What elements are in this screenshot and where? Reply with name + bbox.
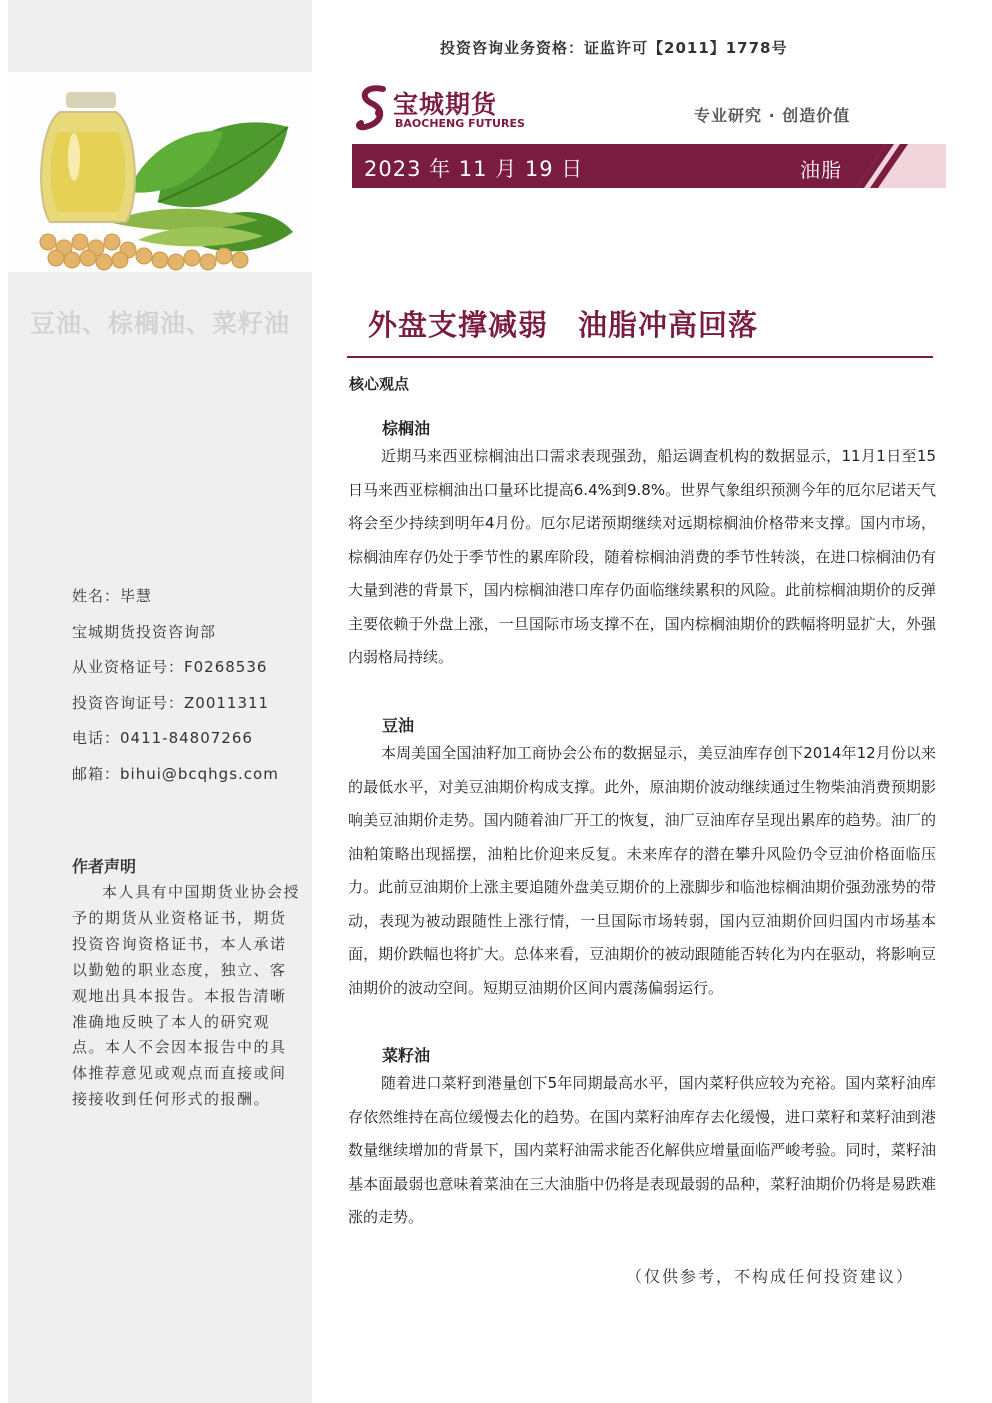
title-divider — [347, 356, 933, 358]
author-name: 姓名：毕慧 — [72, 587, 153, 605]
sidebar-title: 豆油、棕榈油、菜籽油 — [29, 309, 290, 338]
declaration-text: 本人具有中国期货业协会授予的期货从业资格证书，期货投资咨询资格证书，本人承诺以勤勉的职业态度，独立、客观地出具本报告。本报告清晰准确地反映了本人的研究观点。本人不会因本报告中的具体推荐意见或观点而直接或间接接收到任何形式的报酬。 — [72, 883, 301, 1109]
section-heading-palm: 棕榈油 — [382, 419, 431, 438]
company-logo — [355, 83, 525, 135]
consulting-number: 投资咨询证号：Z0011311 — [72, 693, 270, 712]
section-heading-soy: 豆油 — [382, 716, 415, 735]
email: 邮箱：bihui@bcqhgs.com — [72, 764, 279, 783]
report-category: 油脂 — [800, 158, 842, 182]
slogan: 专业研究 · 创造价值 — [694, 106, 851, 125]
soybean-oil-image — [8, 72, 312, 272]
banner-stripes-icon — [856, 144, 946, 188]
disclaimer-note: （仅供参考，不构成任何投资建议） — [626, 1267, 915, 1286]
section-text-rapeseed: 随着进口菜籽到港量创下5年同期最高水平，国内菜籽供应较为充裕。国内菜籽油库存依然维持在高位缓慢去化的趋势。在国内菜籽油库存去化缓慢，进口菜籽和菜籽油到港数量继续增加的背景下，国内菜籽油需求能否化解供应增量面临严峻考验。同时，菜籽油基本面最弱也意味着菜油在三大油脂中仍将是表现最弱的品种，菜籽油期价仍将是易跌难涨的走势。 — [348, 1074, 936, 1226]
section-text-soy: 本周美国全国油籽加工商协会公布的数据显示，美豆油库存创下2014年12月份以来的最低水平，对美豆油期价构成支撑。此外，原油期价波动继续通过生物柴油消费预期影响美豆油期价走势。国内随着油厂开工的恢复，油厂豆油库存呈现出累库的趋势。油厂的油粕策略出现摇摆，油粕比价迎来反复。未来库存的潜在攀升风险仍令豆油价格面临压力。此前豆油期价上涨主要追随外盘美豆期价的上涨脚步和临池棕榈油期价强劲涨势的带动，表现为被动跟随性上涨行情，一旦国际市场转弱，国内豆油期价回归国内市场基本面，期价跌幅也将扩大。总体来看，豆油期价的被动跟随能否转化为内在驱动，将影响豆油期价的波动空间。短期豆油期价区间内震荡偏弱运行。 — [348, 744, 936, 997]
author-department: 宝城期货投资咨询部 — [72, 622, 217, 641]
declaration-title: 作者声明 — [72, 857, 137, 876]
qualification-number: 从业资格证号：F0268536 — [72, 658, 268, 676]
logo-en: BAOCHENG FUTURES — [395, 117, 525, 130]
sidebar — [8, 0, 312, 1403]
date-banner — [352, 144, 886, 188]
license-line: 投资咨询业务资格：证监许可【2011】1778号 — [440, 39, 788, 57]
report-date: 2023 年 11 月 19 日 — [364, 157, 584, 181]
section-heading-rapeseed: 菜籽油 — [382, 1046, 431, 1065]
core-views-label: 核心观点 — [349, 375, 410, 393]
logo-cn: 宝城期货 — [393, 90, 498, 119]
report-title: 外盘支撑减弱 油脂冲高回落 — [368, 308, 759, 342]
phone: 电话：0411-84807266 — [72, 729, 253, 747]
logo-mark-icon — [355, 83, 391, 131]
section-text-palm: 近期马来西亚棕榈油出口需求表现强劲，船运调查机构的数据显示，11月1日至15日马来西亚棕榈油出口量环比提高6.4%到9.8%。世界气象组织预测今年的厄尔尼诺天气将会至少持续到明年4月份。厄尔尼诺预期继续对远期棕榈油价格带来支撑。国内市场，棕榈油库存仍处于季节性的累库阶段，随着棕榈油消费的季节性转淡，在进口棕榈油仍有大量到港的背景下，国内棕榈油港口库存仍面临继续累积的风险。此前棕榈油期价的反弹主要依赖于外盘上涨，一旦国际市场支撑不在，国内棕榈油期价的跌幅将明显扩大，外强内弱格局持续。 — [348, 447, 936, 666]
author-contact — [72, 584, 279, 797]
